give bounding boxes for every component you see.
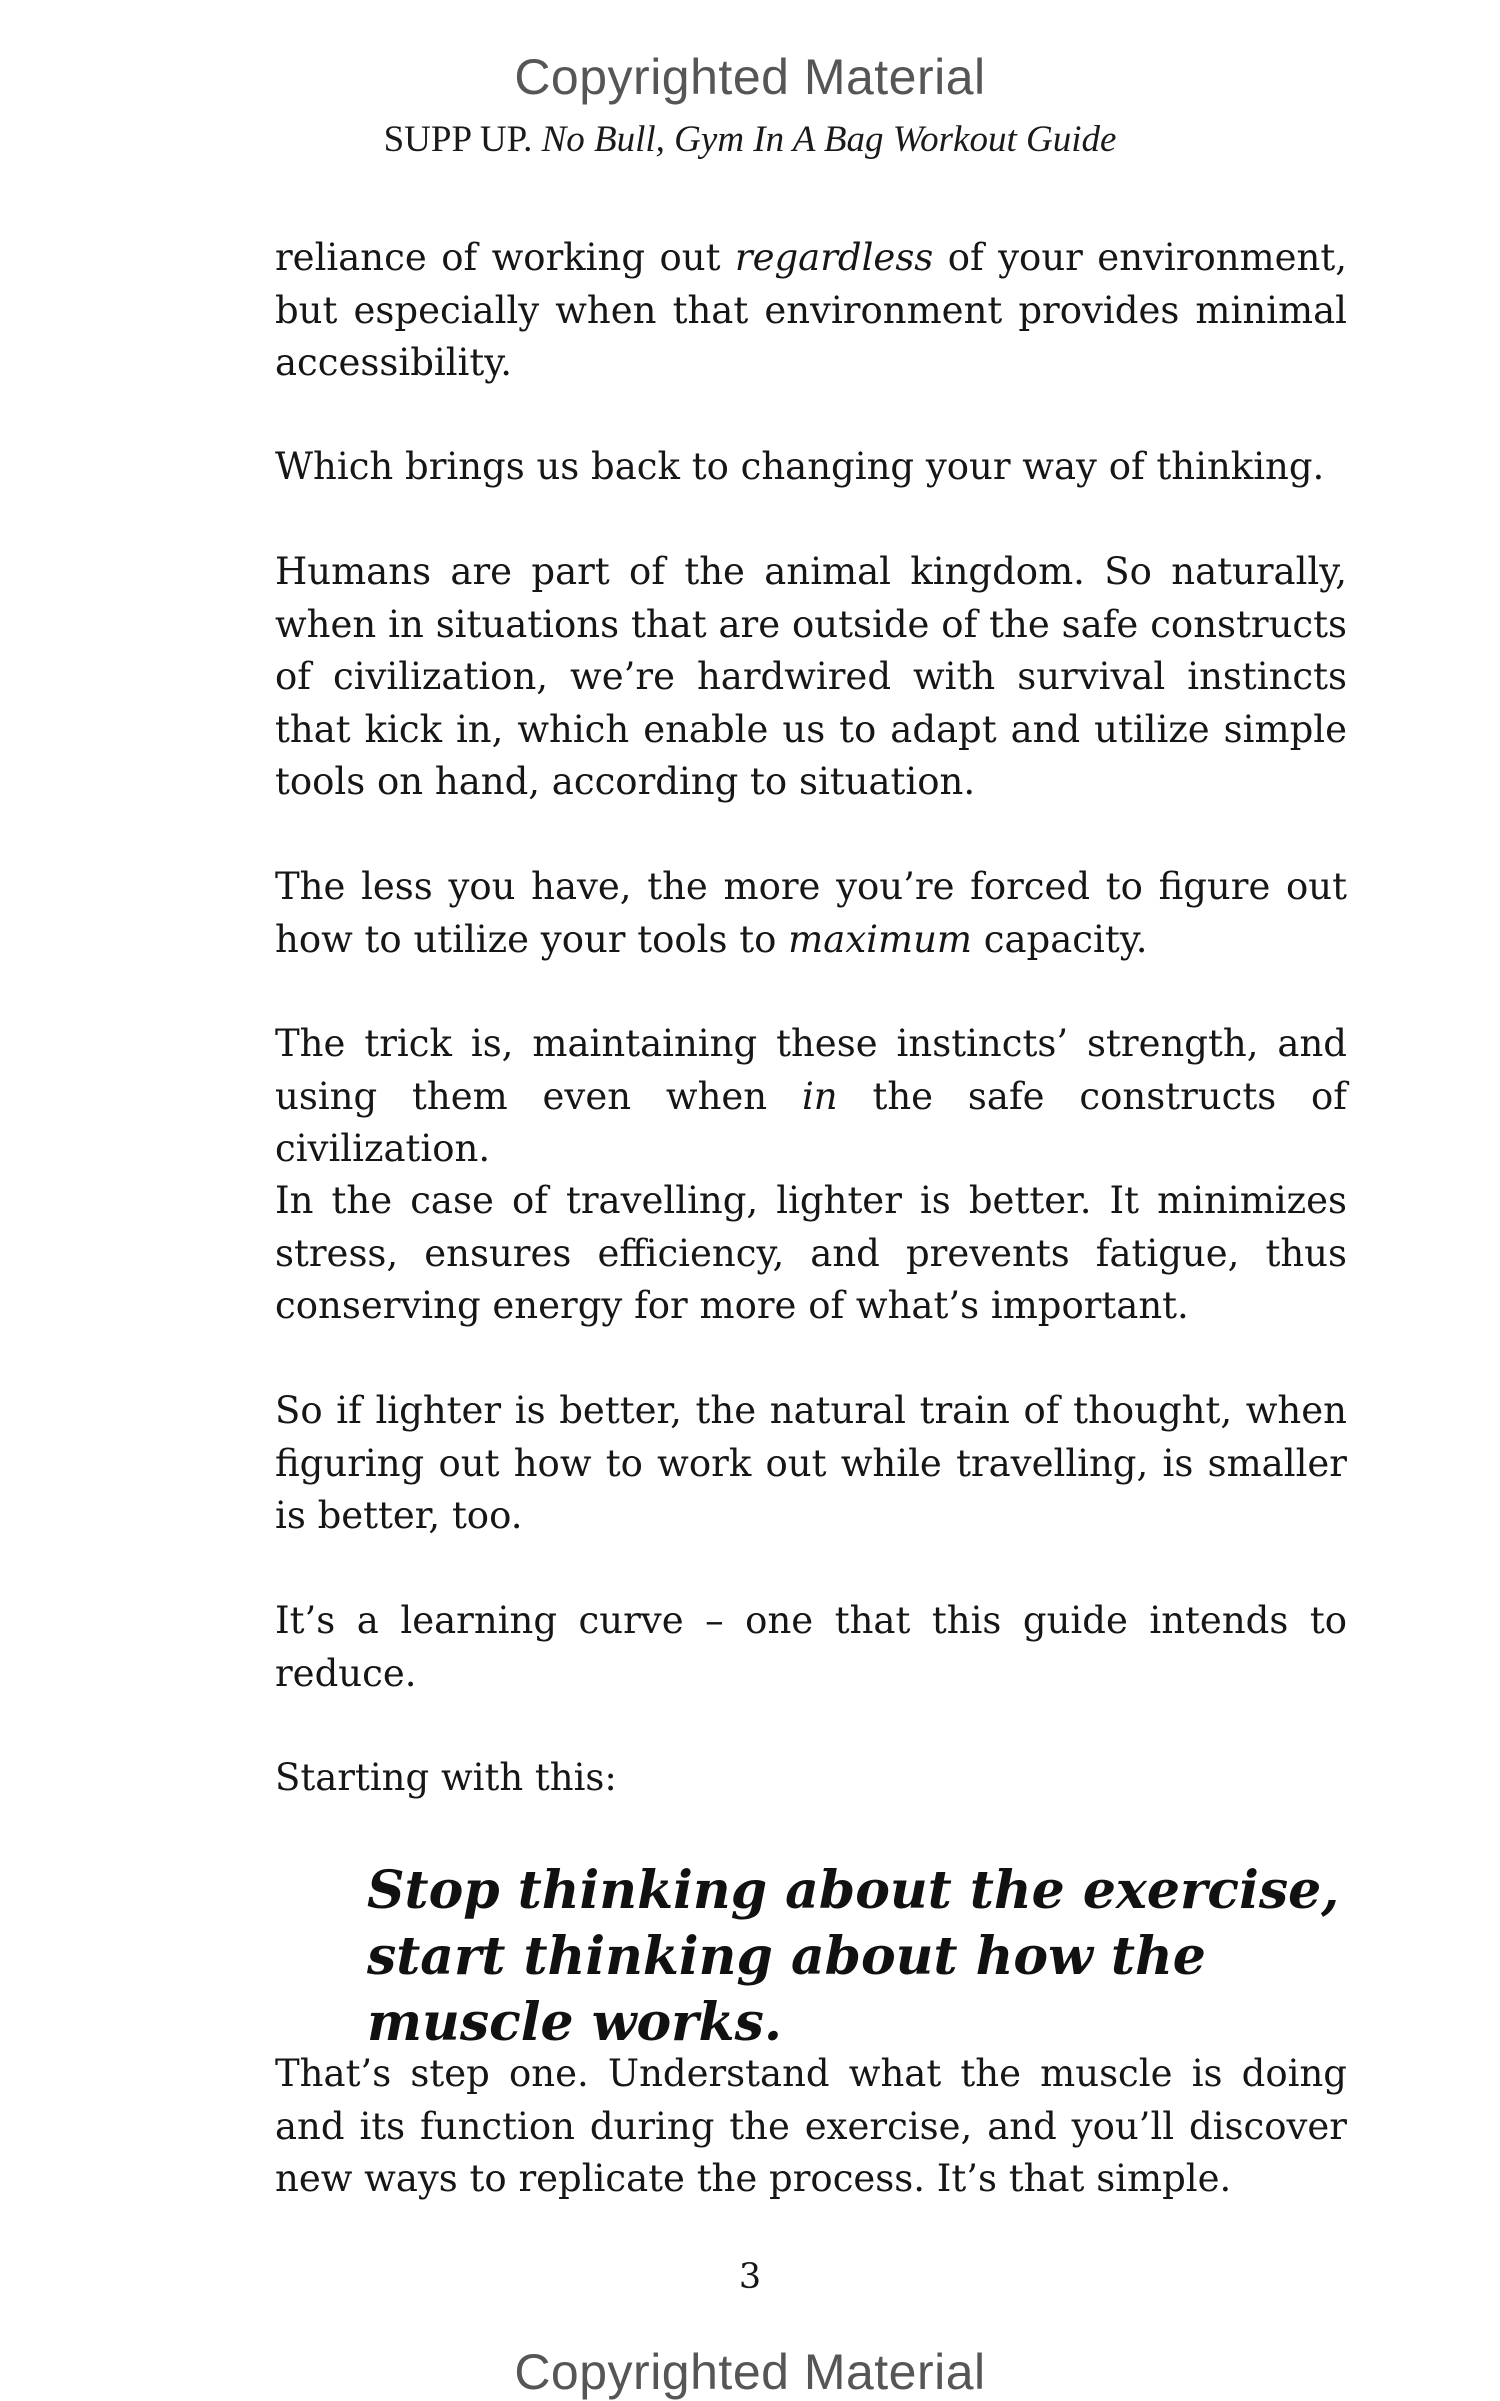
running-header-book-title: No Bull, Gym In A Bag Workout Guide — [541, 119, 1117, 160]
emphasis-maximum: maximum — [788, 917, 973, 961]
paragraph-travelling: In the case of travelling, lighter is better. It minimizes stress, ensures efficiency, and prevents fatigue, thus conserving energy for more of what’s important. — [275, 1179, 1347, 1327]
paragraph-less-text-1: The less you have, the more you’re forced to figure out how to utilize your tools to — [275, 865, 1347, 961]
paragraph-trick — [275, 1018, 1347, 1176]
paragraph-learning-curve: It’s a learning curve – one that this guide intends to reduce. — [275, 1599, 1347, 1695]
emphasis-regardless: regardless — [734, 236, 934, 279]
paragraph-lighter-better: So if lighter is better, the natural train of thought, when figuring out how to work out while travelling, is smaller is better, too. — [275, 1389, 1347, 1537]
paragraph-changing-thinking: Which brings us back to changing your way of thinking. — [275, 445, 1325, 488]
paragraph-reliance-text-2: of your environment, but especially when that environment provides minimal accessibility. — [275, 236, 1347, 384]
running-header-prefix: SUPP UP. — [383, 119, 542, 160]
paragraph-less-text-2: capacity. — [972, 917, 1148, 961]
copyright-watermark-top: Copyrighted Material — [514, 49, 986, 105]
pull-quote: Stop thinking about the exercise, start thinking about how the muscle works. — [367, 1860, 1340, 2053]
running-header — [0, 118, 1500, 161]
emphasis-in: in — [801, 1074, 838, 1118]
paragraph-less-you-have — [275, 861, 1347, 966]
paragraph-step-one: That’s step one. Understand what the muscle is doing and its function during the exercise, and you’ll discover new ways to replicate the process. It’s that simple. — [275, 2052, 1347, 2200]
paragraph-humans: Humans are part of the animal kingdom. So naturally, when in situations that are outside of the safe constructs of civilization, we’re hardwired with survival instincts that kick in, which enable us to adapt and utilize simple tools on hand, according to situation. — [275, 550, 1347, 803]
paragraph-reliance — [275, 232, 1347, 390]
page-number: 3 — [738, 2257, 762, 2297]
paragraph-starting: Starting with this: — [275, 1756, 617, 1799]
copyright-watermark-bottom: Copyrighted Material — [514, 2344, 986, 2400]
paragraph-trick-text-2: the safe constructs of civilization. — [275, 1074, 1347, 1170]
paragraph-trick-text-1: The trick is, maintaining these instincts’ strength, and using them even when — [275, 1022, 1347, 1118]
paragraph-reliance-text-1: reliance of working out — [275, 236, 735, 279]
